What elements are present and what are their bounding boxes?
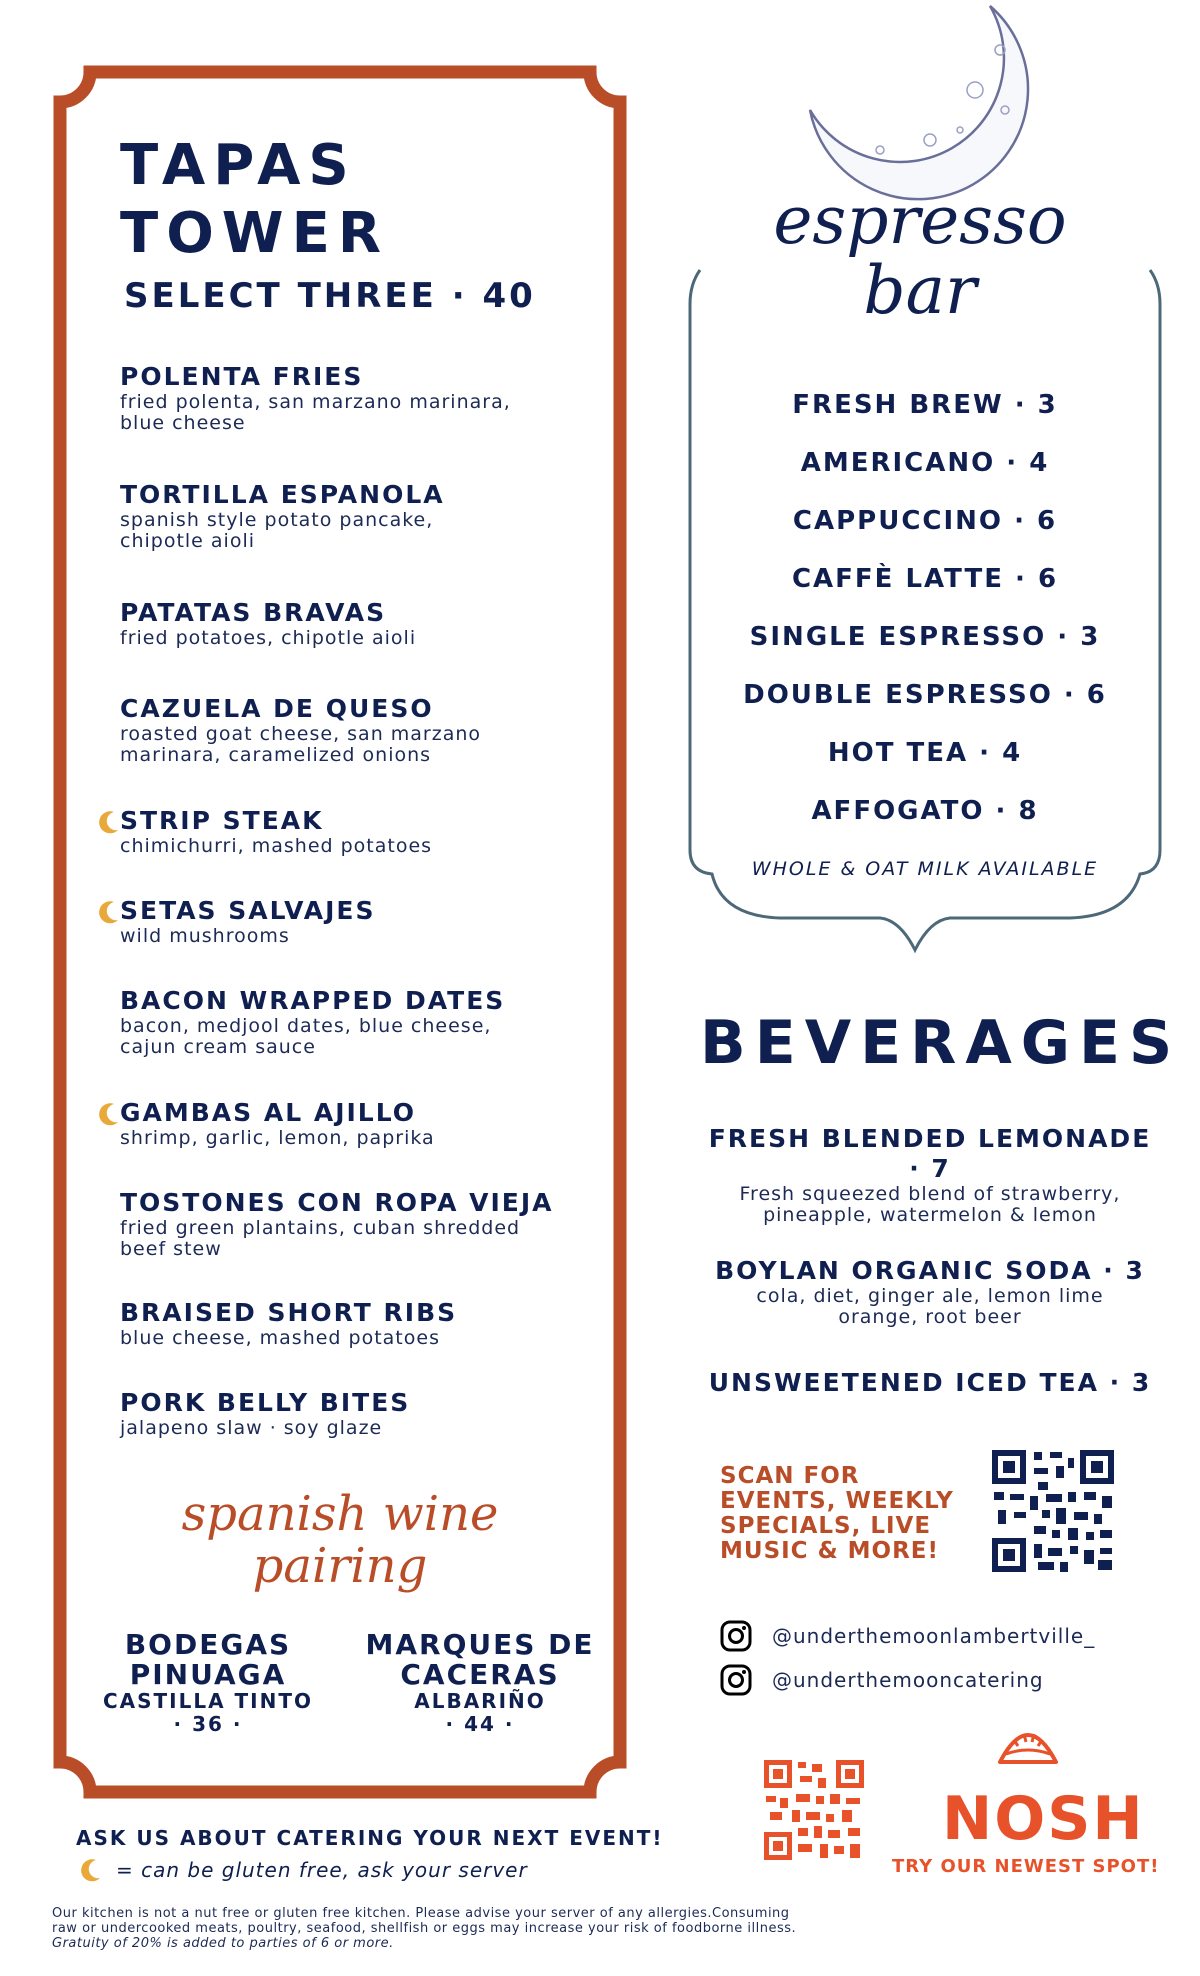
tapas-item-description: roasted goat cheese, san marzano marinara, caramelized onions: [120, 723, 482, 766]
scan-promo-text: SCAN FOR EVENTS, WEEKLY SPECIALS, LIVE MUSIC & MORE!: [720, 1463, 954, 1564]
espresso-item: DOUBLE ESPRESSO · 6: [743, 680, 1107, 710]
beverage-name: BOYLAN ORGANIC SODA · 3: [715, 1256, 1145, 1285]
wine-region: CASTILLA TINTO: [102, 1689, 314, 1713]
tapas-item-name: BRAISED SHORT RIBS: [120, 1298, 458, 1327]
beverage-name: UNSWEETENED ICED TEA · 3: [708, 1368, 1152, 1397]
wine-price: · 44 ·: [445, 1712, 515, 1736]
tapas-item: [120, 362, 590, 434]
espresso-item: AMERICANO · 4: [800, 448, 1050, 478]
espresso-item: CAPPUCCINO · 6: [792, 506, 1058, 536]
disclaimer-line: Gratuity of 20% is added to parties of 6 or more.: [52, 1936, 394, 1951]
tapas-item: [120, 598, 590, 649]
tapas-item-name: TORTILLA ESPANOLA: [120, 480, 445, 509]
espresso-item: FRESH BREW · 3: [792, 390, 1058, 420]
tapas-title-line1: TAPAS: [120, 133, 357, 198]
beverage-item: [700, 1368, 1160, 1398]
tapas-item-description: fried potatoes, chipotle aioli: [120, 627, 417, 649]
events-qr-code[interactable]: [990, 1448, 1116, 1574]
tapas-item: [120, 1098, 590, 1149]
beverages-title: BEVERAGES: [700, 1008, 1182, 1078]
tapas-item-description: jalapeno slaw · soy glaze: [120, 1417, 383, 1439]
tapas-title: [120, 132, 389, 268]
tapas-item: [120, 694, 590, 766]
beverage-name: FRESH BLENDED LEMONADE · 7: [708, 1124, 1152, 1183]
tapas-item-description: shrimp, garlic, lemon, paprika: [120, 1127, 435, 1149]
allergy-disclaimer: [52, 1906, 932, 1951]
instagram-icon: [720, 1664, 752, 1696]
instagram-handle: @underthemoonlambertville_: [772, 1624, 1096, 1648]
tapas-item-description: bacon, medjool dates, blue cheese, cajun cream sauce: [120, 1015, 492, 1058]
tapas-item-description: spanish style potato pancake, chipotle aioli: [120, 509, 434, 552]
wine-title-line1: spanish wine: [181, 1486, 499, 1542]
tapas-item-name: BACON WRAPPED DATES: [120, 986, 506, 1015]
espresso-item: CAFFÈ LATTE · 6: [791, 564, 1059, 594]
tapas-item-description: chimichurri, mashed potatoes: [120, 835, 433, 857]
tapas-item-description: blue cheese, mashed potatoes: [120, 1327, 440, 1349]
tapas-item: [120, 480, 590, 552]
wine-item: [88, 1630, 328, 1736]
tapas-item: [120, 1188, 590, 1260]
wine-item: [360, 1630, 600, 1736]
moon-gluten-free-icon: [80, 1858, 102, 1882]
beverage-description: Fresh squeezed blend of strawberry, pineapple, watermelon & lemon: [739, 1183, 1121, 1226]
wine-name: BODEGAS PINUAGA: [124, 1628, 292, 1691]
wine-price: · 36 ·: [173, 1712, 243, 1736]
tapas-item: [120, 896, 590, 947]
beverage-item: [700, 1256, 1160, 1328]
wine-pairing-title: [150, 1488, 530, 1592]
tapas-item-name: PATATAS BRAVAS: [120, 598, 387, 627]
tapas-item: [120, 986, 590, 1058]
tapas-item-name: SETAS SALVAJES: [120, 896, 376, 925]
gluten-free-moon-icon: [98, 900, 120, 924]
tapas-item: [120, 806, 590, 857]
espresso-item: AFFOGATO · 8: [811, 796, 1039, 826]
tapas-item-name: STRIP STEAK: [120, 806, 324, 835]
espresso-bar-title: [700, 182, 1140, 329]
disclaimer-line: Our kitchen is not a nut free or gluten free kitchen. Please advise your server of any allergies.Consuming: [52, 1906, 790, 1921]
tapas-item-name: GAMBAS AL AJILLO: [120, 1098, 417, 1127]
instagram-link-1[interactable]: [720, 1620, 1095, 1652]
disclaimer-line: raw or undercooked meats, poultry, seafood, shellfish or eggs may increase your risk of foodborne illness.: [52, 1921, 797, 1936]
beverage-description: cola, diet, ginger ale, lemon lime orange, root beer: [756, 1285, 1104, 1328]
gluten-free-moon-icon: [98, 1102, 120, 1126]
tapas-item-name: TOSTONES CON ROPA VIEJA: [120, 1188, 554, 1217]
empanada-icon: [994, 1718, 1062, 1772]
milk-note: WHOLE & OAT MILK AVAILABLE: [751, 858, 1099, 880]
wine-region: ALBARIÑO: [414, 1689, 546, 1713]
instagram-link-2[interactable]: [720, 1664, 1044, 1696]
wine-name: MARQUES DE CACERAS: [365, 1628, 595, 1691]
tapas-item-description: fried green plantains, cuban shredded beef stew: [120, 1217, 521, 1260]
nosh-logo: NOSH: [942, 1784, 1145, 1854]
tapas-item-name: PORK BELLY BITES: [120, 1388, 411, 1417]
instagram-icon: [720, 1620, 752, 1652]
tapas-subtitle: SELECT THREE · 40: [124, 276, 536, 316]
gluten-free-legend: [80, 1858, 528, 1882]
gluten-free-note: = can be gluten free, ask your server: [116, 1858, 528, 1882]
espresso-item: SINGLE ESPRESSO · 3: [749, 622, 1101, 652]
tapas-item: [120, 1298, 590, 1349]
tapas-item-description: fried polenta, san marzano marinara, blue cheese: [120, 391, 511, 434]
beverage-item: [700, 1124, 1160, 1226]
gluten-free-moon-icon: [98, 810, 120, 834]
espresso-item: HOT TEA · 4: [827, 738, 1023, 768]
instagram-handle: @underthemooncatering: [772, 1668, 1044, 1692]
tapas-item-name: CAZUELA DE QUESO: [120, 694, 434, 723]
tapas-item-name: POLENTA FRIES: [120, 362, 364, 391]
nosh-qr-code[interactable]: [762, 1758, 866, 1862]
nosh-tagline: TRY OUR NEWEST SPOT!: [892, 1856, 1160, 1877]
tapas-title-line2: TOWER: [120, 201, 389, 266]
moon-illustration: [810, 6, 1028, 199]
catering-callout: ASK US ABOUT CATERING YOUR NEXT EVENT!: [76, 1826, 664, 1850]
espresso-title-line2: bar: [863, 252, 977, 329]
espresso-title-line1: espresso: [773, 182, 1067, 259]
tapas-item: [120, 1388, 590, 1439]
espresso-frame: [690, 270, 1160, 950]
wine-title-line2: pairing: [252, 1538, 428, 1594]
tapas-item-description: wild mushrooms: [120, 925, 290, 947]
